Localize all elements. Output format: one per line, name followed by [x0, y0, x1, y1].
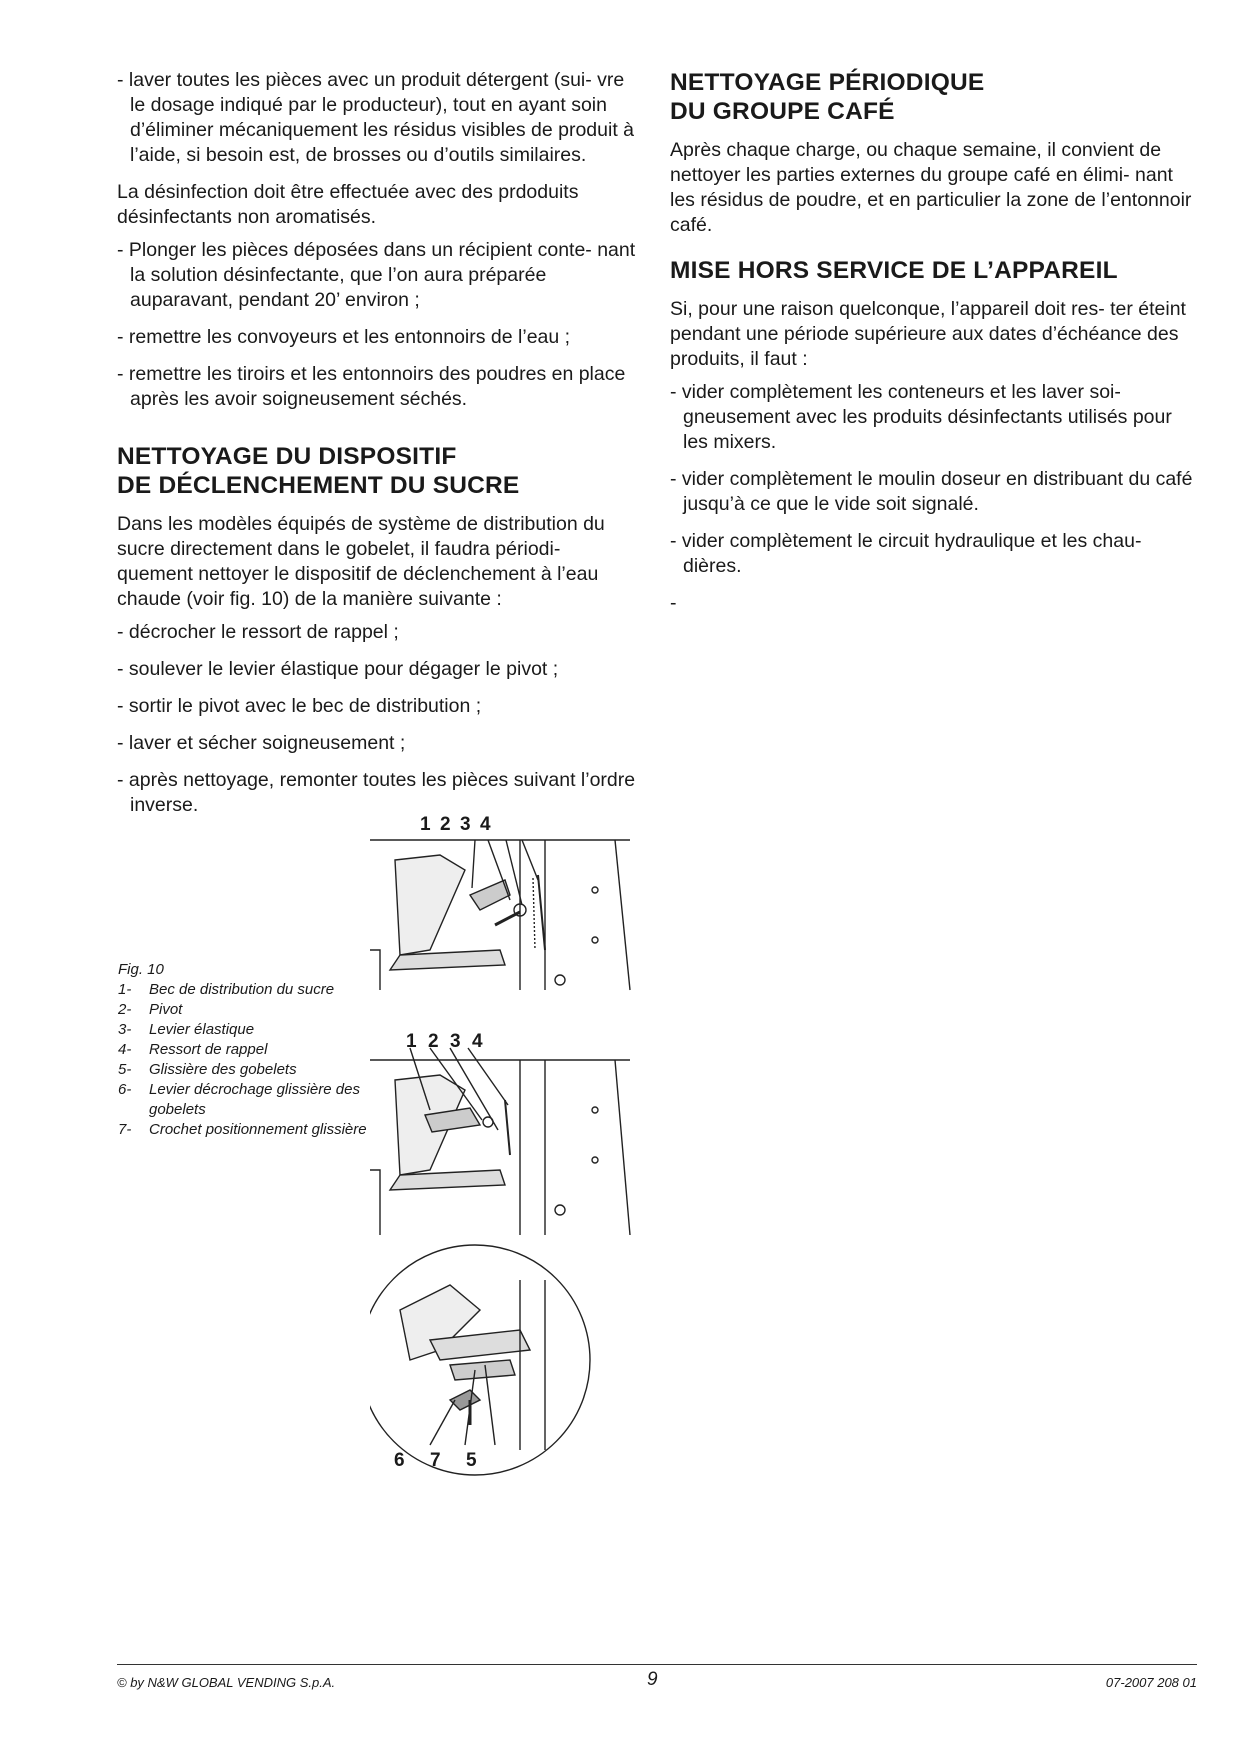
callout-label: 1: [420, 814, 431, 835]
page-number: 9: [647, 1669, 658, 1690]
legend-item: [118, 1020, 388, 1040]
legend-number: 4-: [118, 1041, 132, 1058]
right-column: [670, 68, 1195, 628]
figure-caption: [118, 960, 388, 1140]
legend-text: Glissière des gobelets: [149, 1061, 297, 1078]
legend-item: [118, 1040, 388, 1060]
left-column: [117, 68, 637, 830]
callout-label: 2: [440, 814, 451, 835]
illustration-detail: [370, 1245, 590, 1475]
sugar-step: - soulever le levier élastique pour dégager le pivot ;: [117, 658, 559, 680]
list-item: - laver toutes les pièces avec un produit détergent (sui- vre le dosage indiqué par le producteur), tout en ayant soin d’éliminer mécaniquement les résidus visibles de produit à l’aide, si besoin est, de brosses ou d’outils similaires.: [117, 69, 635, 166]
callout-label: 4: [480, 814, 491, 835]
callout-label: 7: [430, 1450, 441, 1471]
legend-number: 7-: [118, 1121, 132, 1138]
copyright: © by N&W GLOBAL VENDING S.p.A.: [117, 1675, 336, 1690]
legend-text: Levier élastique: [149, 1021, 255, 1038]
page-footer: [117, 1664, 1197, 1690]
legend-text: Crochet positionnement glissière: [149, 1121, 367, 1138]
sugar-paragraph: Dans les modèles équipés de système de distribution du sucre directement dans le gobelet, il faudra périodi- quement nettoyer le dispositif de déclenchement à l’eau chaude (voir fig. 10) de la manière suivante :: [117, 513, 605, 610]
legend-text: Pivot: [149, 1001, 183, 1018]
legend-number: 6-: [118, 1081, 132, 1098]
legend-text: Bec de distribution du sucre: [149, 981, 335, 998]
legend-item: [118, 1080, 388, 1120]
sugar-step: - sortir le pivot avec le bec de distribution ;: [117, 695, 482, 717]
legend-item: [118, 1120, 388, 1140]
callout-label: 4: [472, 1031, 483, 1052]
shutdown-step: - vider complètement le circuit hydraulique et les chau- dières.: [670, 530, 1142, 577]
callout-label: 6: [394, 1450, 405, 1471]
legend-item: [118, 1060, 388, 1080]
shutdown-paragraph: Si, pour une raison quelconque, l’appareil doit res- ter éteint pendant une période supérieure aux dates d’échéance des produits, il faut :: [670, 298, 1186, 370]
list-item: - Plonger les pièces déposées dans un récipient conte- nant la solution désinfectante, que l’on aura préparée auparavant, pendant 20’ environ ;: [117, 239, 636, 311]
figure-10: [370, 800, 650, 1530]
callout-label: 3: [460, 814, 471, 835]
heading-coffee-line2: DU GROUPE CAFÉ: [670, 98, 895, 125]
disinfection-paragraph: La désinfection doit être effectuée avec des prdoduits désinfectants non aromatisés.: [117, 181, 579, 228]
coffee-paragraph: Après chaque charge, ou chaque semaine, il convient de nettoyer les parties externes du groupe café en élimi- nant les résidus de poudre, et en particulier la zone de l’entonnoir café.: [670, 139, 1192, 236]
heading-coffee-line1: NETTOYAGE PÉRIODIQUE: [670, 69, 985, 96]
legend-number: 3-: [118, 1021, 132, 1038]
legend-text: Levier décrochage glissière des gobelets: [149, 1081, 360, 1118]
figure-title: Fig. 10: [118, 961, 164, 978]
illustration-mid: [370, 1048, 630, 1235]
sugar-step: - laver et sécher soigneusement ;: [117, 732, 406, 754]
legend-number: 2-: [118, 1001, 132, 1018]
legend-number: 1-: [118, 981, 132, 998]
sugar-step: - après nettoyage, remonter toutes les pièces suivant l’ordre inverse.: [117, 769, 636, 816]
heading-shutdown: MISE HORS SERVICE DE L’APPAREIL: [670, 257, 1118, 284]
sugar-step: - décrocher le ressort de rappel ;: [117, 621, 399, 643]
callout-label: 3: [450, 1031, 461, 1052]
shutdown-step: -: [670, 592, 677, 614]
callout-label: 2: [428, 1031, 439, 1052]
heading-sugar-line2: DE DÉCLENCHEMENT DU SUCRE: [117, 472, 520, 499]
legend-item: [118, 980, 388, 1000]
list-item: - remettre les convoyeurs et les entonnoirs de l’eau ;: [117, 326, 571, 348]
document-code: 07-2007 208 01: [1105, 1675, 1197, 1690]
figure-illustrations: [370, 800, 650, 1530]
heading-sugar-line1: NETTOYAGE DU DISPOSITIF: [117, 443, 457, 470]
legend-text: Ressort de rappel: [149, 1041, 268, 1058]
callout-label: 1: [406, 1031, 417, 1052]
illustration-top: [370, 840, 630, 990]
shutdown-step: - vider complètement les conteneurs et les laver soi- gneusement avec les produits désinfectants utilisés pour les mixers.: [670, 381, 1172, 453]
legend-item: [118, 1000, 388, 1020]
heading-coffee: [670, 68, 1195, 126]
shutdown-step: - vider complètement le moulin doseur en distribuant du café jusqu’à ce que le vide soit signalé.: [670, 468, 1193, 515]
list-item: - remettre les tiroirs et les entonnoirs des poudres en place après les avoir soigneusement séchés.: [117, 363, 626, 410]
heading-sugar: [117, 442, 637, 500]
legend-number: 5-: [118, 1061, 132, 1078]
callout-label: 5: [466, 1450, 477, 1471]
